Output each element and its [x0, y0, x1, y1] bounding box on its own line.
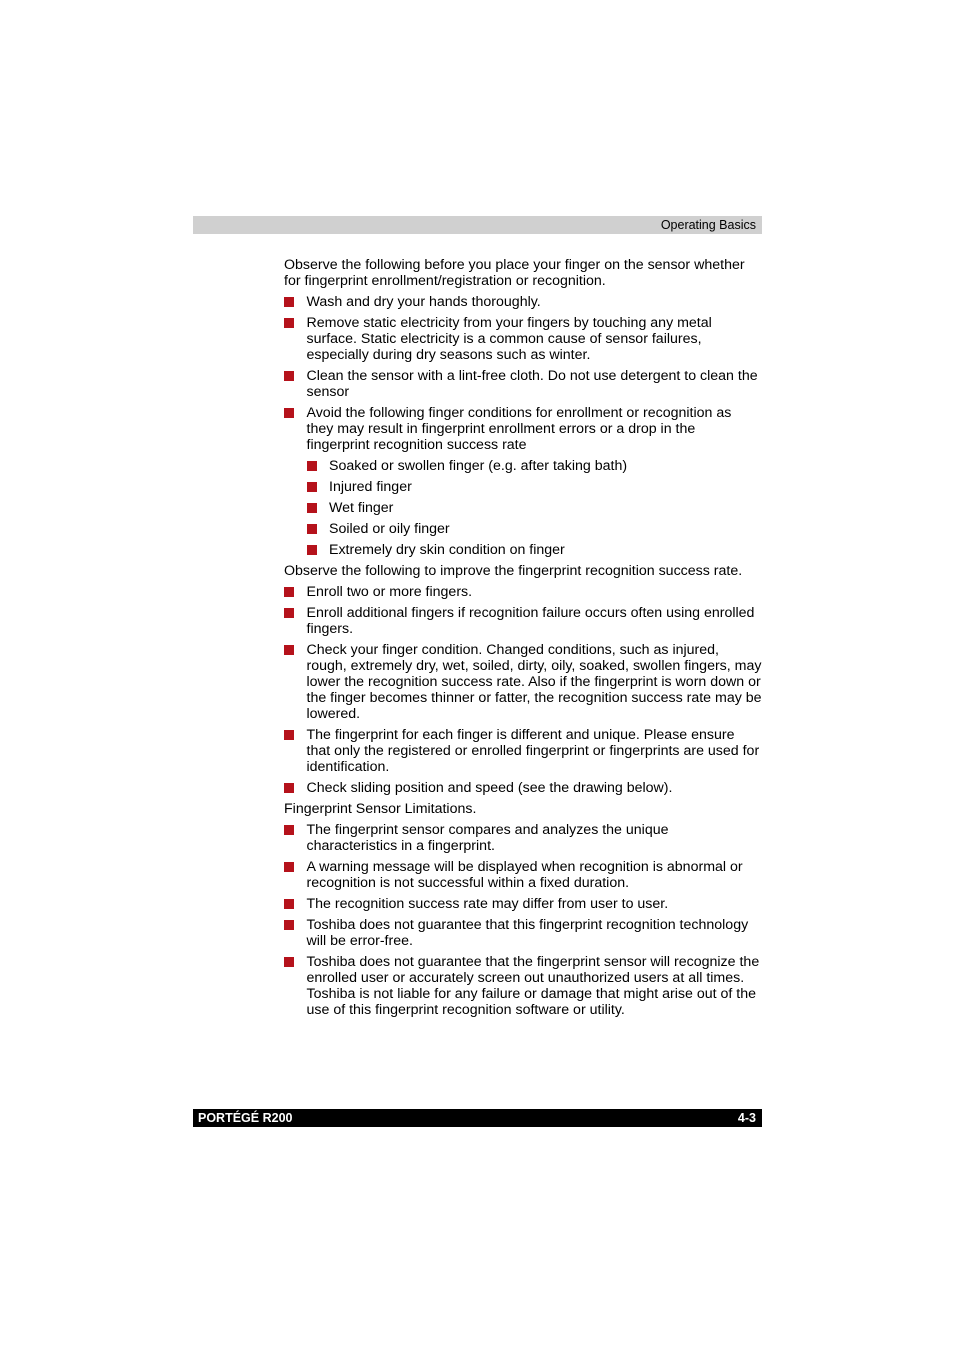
list-item: Enroll two or more fingers. — [284, 584, 762, 600]
square-bullet-icon — [284, 645, 294, 655]
square-bullet-icon — [284, 899, 294, 909]
list-item: The fingerprint for each finger is different and unique. Please ensure that only the registered or enrolled fingerprint or fingerprints are used for identification. — [284, 727, 762, 775]
list-item: Clean the sensor with a lint-free cloth. Do not use detergent to clean the sensor — [284, 368, 762, 400]
intro-paragraph: Observe the following before you place your finger on the sensor whether for fingerprint enrollment/registration or recognition. — [284, 257, 745, 289]
list-item: Toshiba does not guarantee that this fingerprint recognition technology will be error-free. — [284, 917, 762, 949]
list-item: Toshiba does not guarantee that the fingerprint sensor will recognize the enrolled user or accurately screen out unauthorized users at all times. Toshiba is not liable for any failure or damage that might arise out of the use of this fingerprint recognition software or utility. — [284, 954, 762, 1018]
square-bullet-icon — [284, 783, 294, 793]
square-bullet-icon — [284, 371, 294, 381]
chapter-title: Operating Basics — [660, 218, 756, 232]
square-bullet-icon — [284, 297, 294, 307]
page-number: 4-3 — [737, 1111, 756, 1125]
square-bullet-icon — [284, 587, 294, 597]
square-bullet-icon — [307, 545, 317, 555]
running-header — [193, 216, 762, 234]
square-bullet-icon — [307, 482, 317, 492]
limitations-intro-paragraph: Fingerprint Sensor Limitations. — [284, 801, 477, 817]
product-name: PORTÉGÉ R200 — [198, 1111, 293, 1125]
limitations-list — [284, 822, 762, 1018]
finger-conditions-list — [307, 458, 763, 558]
square-bullet-icon — [284, 920, 294, 930]
square-bullet-icon — [307, 503, 317, 513]
list-item: A warning message will be displayed when recognition is abnormal or recognition is not successful within a fixed duration. — [284, 859, 762, 891]
page-content — [284, 257, 762, 1023]
square-bullet-icon — [284, 862, 294, 872]
square-bullet-icon — [284, 957, 294, 967]
square-bullet-icon — [284, 408, 294, 418]
square-bullet-icon — [307, 524, 317, 534]
list-item: Enroll additional fingers if recognition failure occurs often using enrolled fingers. — [284, 605, 762, 637]
list-item: Extremely dry skin condition on finger — [307, 542, 763, 558]
before-list — [284, 294, 762, 558]
list-item: The recognition success rate may differ from user to user. — [284, 896, 762, 912]
list-item: Soiled or oily finger — [307, 521, 763, 537]
improve-intro-paragraph: Observe the following to improve the fingerprint recognition success rate. — [284, 563, 743, 579]
square-bullet-icon — [284, 730, 294, 740]
list-item: Remove static electricity from your fingers by touching any metal surface. Static electricity is a common cause of sensor failures, especially during dry seasons such as winter. — [284, 315, 762, 363]
list-item: Check sliding position and speed (see the drawing below). — [284, 780, 762, 796]
square-bullet-icon — [284, 608, 294, 618]
square-bullet-icon — [284, 318, 294, 328]
list-item: Injured finger — [307, 479, 763, 495]
square-bullet-icon — [284, 825, 294, 835]
improve-list — [284, 584, 762, 796]
square-bullet-icon — [307, 461, 317, 471]
list-item: The fingerprint sensor compares and analyzes the unique characteristics in a fingerprint. — [284, 822, 762, 854]
list-item: Avoid the following finger conditions for enrollment or recognition as they may result in fingerprint enrollment errors or a drop in the fingerprint recognition success rate Soaked or swollen finger (e.g. after taking bath) Injured finger Wet finger Soiled or oily finger Extremely dry skin condition on finger — [284, 405, 762, 558]
list-item: Check your finger condition. Changed conditions, such as injured, rough, extremely dry, wet, soiled, dirty, oily, soaked, swollen fingers, may lower the recognition success rate. Also if the fingerprint is worn down or the finger becomes thinner or fatter, the recognition success rate may be lowered. — [284, 642, 762, 722]
list-item: Wash and dry your hands thoroughly. — [284, 294, 762, 310]
list-item: Soaked or swollen finger (e.g. after taking bath) — [307, 458, 763, 474]
running-footer — [193, 1109, 762, 1127]
list-item: Wet finger — [307, 500, 763, 516]
